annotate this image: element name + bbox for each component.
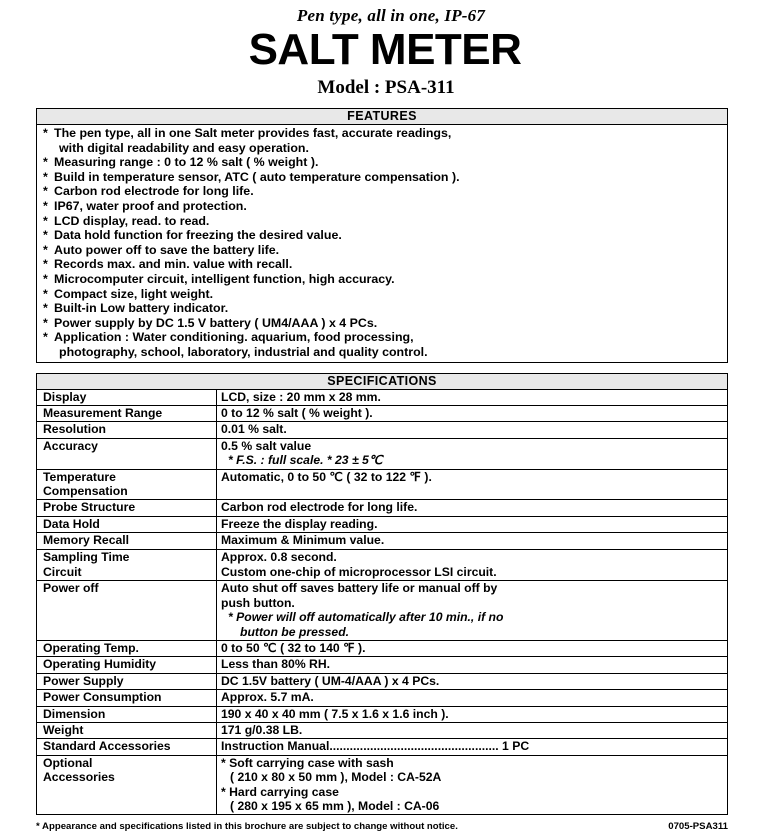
spec-label: Standard Accessories: [37, 739, 217, 755]
list-item: [37, 257, 727, 272]
table-row: [37, 533, 727, 549]
table-row: [37, 739, 727, 755]
table-row: [37, 657, 727, 673]
spec-label: Dimension: [37, 706, 217, 722]
spec-value: 0 to 12 % salt ( % weight ).: [217, 405, 728, 421]
bullet-star: *: [43, 315, 48, 330]
list-item: [37, 170, 727, 185]
spec-label-line-2: Compensation: [43, 483, 128, 498]
spec-value: [217, 755, 728, 814]
spec-value: Approx. 0.8 second.: [217, 549, 728, 565]
bullet-star: *: [43, 242, 48, 257]
list-item-text: [54, 330, 723, 359]
spec-value: [217, 438, 728, 469]
list-item-text: Carbon rod electrode for long life.: [54, 184, 254, 199]
table-row: [37, 581, 727, 641]
spec-value-line: * Soft carrying case with sash: [221, 755, 394, 770]
spec-label: Resolution: [37, 422, 217, 438]
table-row: [37, 565, 727, 581]
document-footer: [36, 821, 728, 832]
spec-label: Probe Structure: [37, 500, 217, 516]
spec-value-line-4: ( 280 x 195 x 65 mm ), Model : CA-06: [230, 799, 440, 814]
spec-value-note-2: button be pressed.: [240, 624, 350, 639]
bullet-star: *: [43, 213, 48, 228]
bullet-star: *: [43, 184, 48, 199]
spec-value: Automatic, 0 to 50 ℃ ( 32 to 122 ℉ ).: [217, 469, 728, 500]
list-item-text: Auto power off to save the battery life.: [54, 242, 280, 257]
spec-value: Less than 80% RH.: [217, 657, 728, 673]
table-row: [37, 690, 727, 706]
spec-value: [217, 581, 728, 641]
list-item-text: Built-in Low battery indicator.: [54, 301, 229, 316]
model-number: Model : PSA-311: [317, 77, 455, 98]
document-header: [0, 0, 764, 99]
list-item-line-2: with digital readability and easy operation.: [59, 140, 309, 155]
spec-value-line-2: push button.: [221, 595, 295, 610]
table-row: [37, 706, 727, 722]
table-row: [37, 438, 727, 469]
list-item: [37, 330, 727, 359]
spec-value-note: * Power will off automatically after 10 min., if no: [228, 610, 504, 625]
list-item-line: The pen type, all in one Salt meter provides fast, accurate readings,: [54, 126, 452, 140]
spec-value: DC 1.5V battery ( UM-4/AAA ) x 4 PCs.: [217, 673, 728, 689]
spec-label: Power Consumption: [37, 690, 217, 706]
footer-note: * Appearance and specifications listed in this brochure are subject to change without notice.: [36, 821, 458, 832]
list-item: [37, 272, 727, 287]
list-item: [37, 316, 727, 331]
table-row: [37, 673, 727, 689]
spec-label: Circuit: [37, 565, 217, 581]
spec-value-note: * F.S. : full scale. * 23 ± 5℃: [228, 453, 383, 468]
list-item-line-2: photography, school, laboratory, industrial and quality control.: [59, 344, 428, 359]
table-row: [37, 500, 727, 516]
table-row: [37, 405, 727, 421]
bullet-star: *: [43, 228, 48, 243]
spec-label: [37, 469, 217, 500]
table-row: [37, 516, 727, 532]
list-item: [37, 155, 727, 170]
footer-code: 0705-PSA311: [668, 821, 728, 832]
spec-label: Accuracy: [37, 438, 217, 469]
list-item-line: Application : Water conditioning. aquarium, food processing,: [54, 330, 414, 345]
specifications-title: SPECIFICATIONS: [37, 374, 727, 390]
spec-label: Operating Humidity: [37, 657, 217, 673]
list-item-text: Records max. and min. value with recall.: [54, 257, 293, 272]
spec-label-line: Temperature: [43, 469, 116, 484]
bullet-star: *: [43, 301, 48, 316]
list-item-text: Measuring range : 0 to 12 % salt ( % weight ).: [54, 155, 319, 170]
spec-value: 0.01 % salt.: [217, 422, 728, 438]
bullet-star: *: [43, 126, 48, 140]
list-item-text: Data hold function for freezing the desired value.: [54, 228, 342, 243]
spec-value: Freeze the display reading.: [217, 516, 728, 532]
spec-label: Memory Recall: [37, 533, 217, 549]
list-item: [37, 287, 727, 302]
spec-label: Sampling Time: [37, 549, 217, 565]
features-title: FEATURES: [37, 109, 727, 125]
bullet-star: *: [43, 271, 48, 286]
table-row: [37, 422, 727, 438]
list-item-text: [54, 126, 723, 155]
spec-label: Data Hold: [37, 516, 217, 532]
bullet-star: *: [43, 286, 48, 301]
table-row: [37, 469, 727, 500]
list-item: [37, 301, 727, 316]
list-item: [37, 126, 727, 155]
bullet-star: *: [43, 155, 48, 170]
spec-label: Power off: [37, 581, 217, 641]
tagline: Pen type, all in one, IP-67: [296, 6, 486, 25]
spec-value-line: 0.5 % salt value: [221, 438, 312, 453]
spec-value-line: Auto shut off saves battery life or manual off by: [221, 581, 498, 596]
table-row: [37, 641, 727, 657]
bullet-star: *: [43, 198, 48, 213]
spec-label: Weight: [37, 723, 217, 739]
specifications-table: [37, 390, 727, 815]
list-item-text: Compact size, light weight.: [54, 286, 214, 301]
list-item: [37, 243, 727, 258]
spec-label: Display: [37, 390, 217, 406]
bullet-star: *: [43, 330, 48, 345]
features-section: [36, 108, 728, 363]
list-item-text: LCD display, read. to read.: [54, 213, 210, 228]
table-row: [37, 755, 727, 814]
page-title: SALT METER: [248, 25, 522, 74]
spec-value-line-3: * Hard carrying case: [221, 784, 339, 799]
list-item: [37, 184, 727, 199]
features-list: [37, 125, 727, 362]
list-item-text: Build in temperature sensor, ATC ( auto temperature compensation ).: [54, 169, 460, 184]
list-item: [37, 214, 727, 229]
list-item-text: IP67, water proof and protection.: [54, 198, 247, 213]
list-item: [37, 199, 727, 214]
spec-label: Power Supply: [37, 673, 217, 689]
spec-value: 190 x 40 x 40 mm ( 7.5 x 1.6 x 1.6 inch ).: [217, 706, 728, 722]
specifications-section: [36, 373, 728, 816]
spec-value: 0 to 50 ℃ ( 32 to 140 ℉ ).: [217, 641, 728, 657]
spec-label-line-2: Accessories: [43, 770, 115, 785]
spec-label: Operating Temp.: [37, 641, 217, 657]
spec-value: 171 g/0.38 LB.: [217, 723, 728, 739]
bullet-star: *: [43, 169, 48, 184]
list-item: [37, 228, 727, 243]
spec-value: Approx. 5.7 mA.: [217, 690, 728, 706]
spec-value-line-2: ( 210 x 80 x 50 mm ), Model : CA-52A: [230, 770, 442, 785]
spec-value: Carbon rod electrode for long life.: [217, 500, 728, 516]
table-row: [37, 723, 727, 739]
spec-value: Maximum & Minimum value.: [217, 533, 728, 549]
spec-label-line: Optional: [43, 755, 93, 770]
spec-value: LCD, size : 20 mm x 28 mm.: [221, 389, 381, 404]
spec-value: Custom one-chip of microprocessor LSI circuit.: [221, 564, 497, 579]
spec-label: [37, 755, 217, 814]
spec-value: Instruction Manual.................................................. 1 PC: [217, 739, 728, 755]
table-row: [37, 390, 727, 406]
spec-label: Measurement Range: [37, 405, 217, 421]
table-row: [37, 549, 727, 565]
list-item-text: Microcomputer circuit, intelligent function, high accuracy.: [54, 271, 395, 286]
list-item-text: Power supply by DC 1.5 V battery ( UM4/AAA ) x 4 PCs.: [54, 315, 378, 330]
bullet-star: *: [43, 257, 48, 272]
